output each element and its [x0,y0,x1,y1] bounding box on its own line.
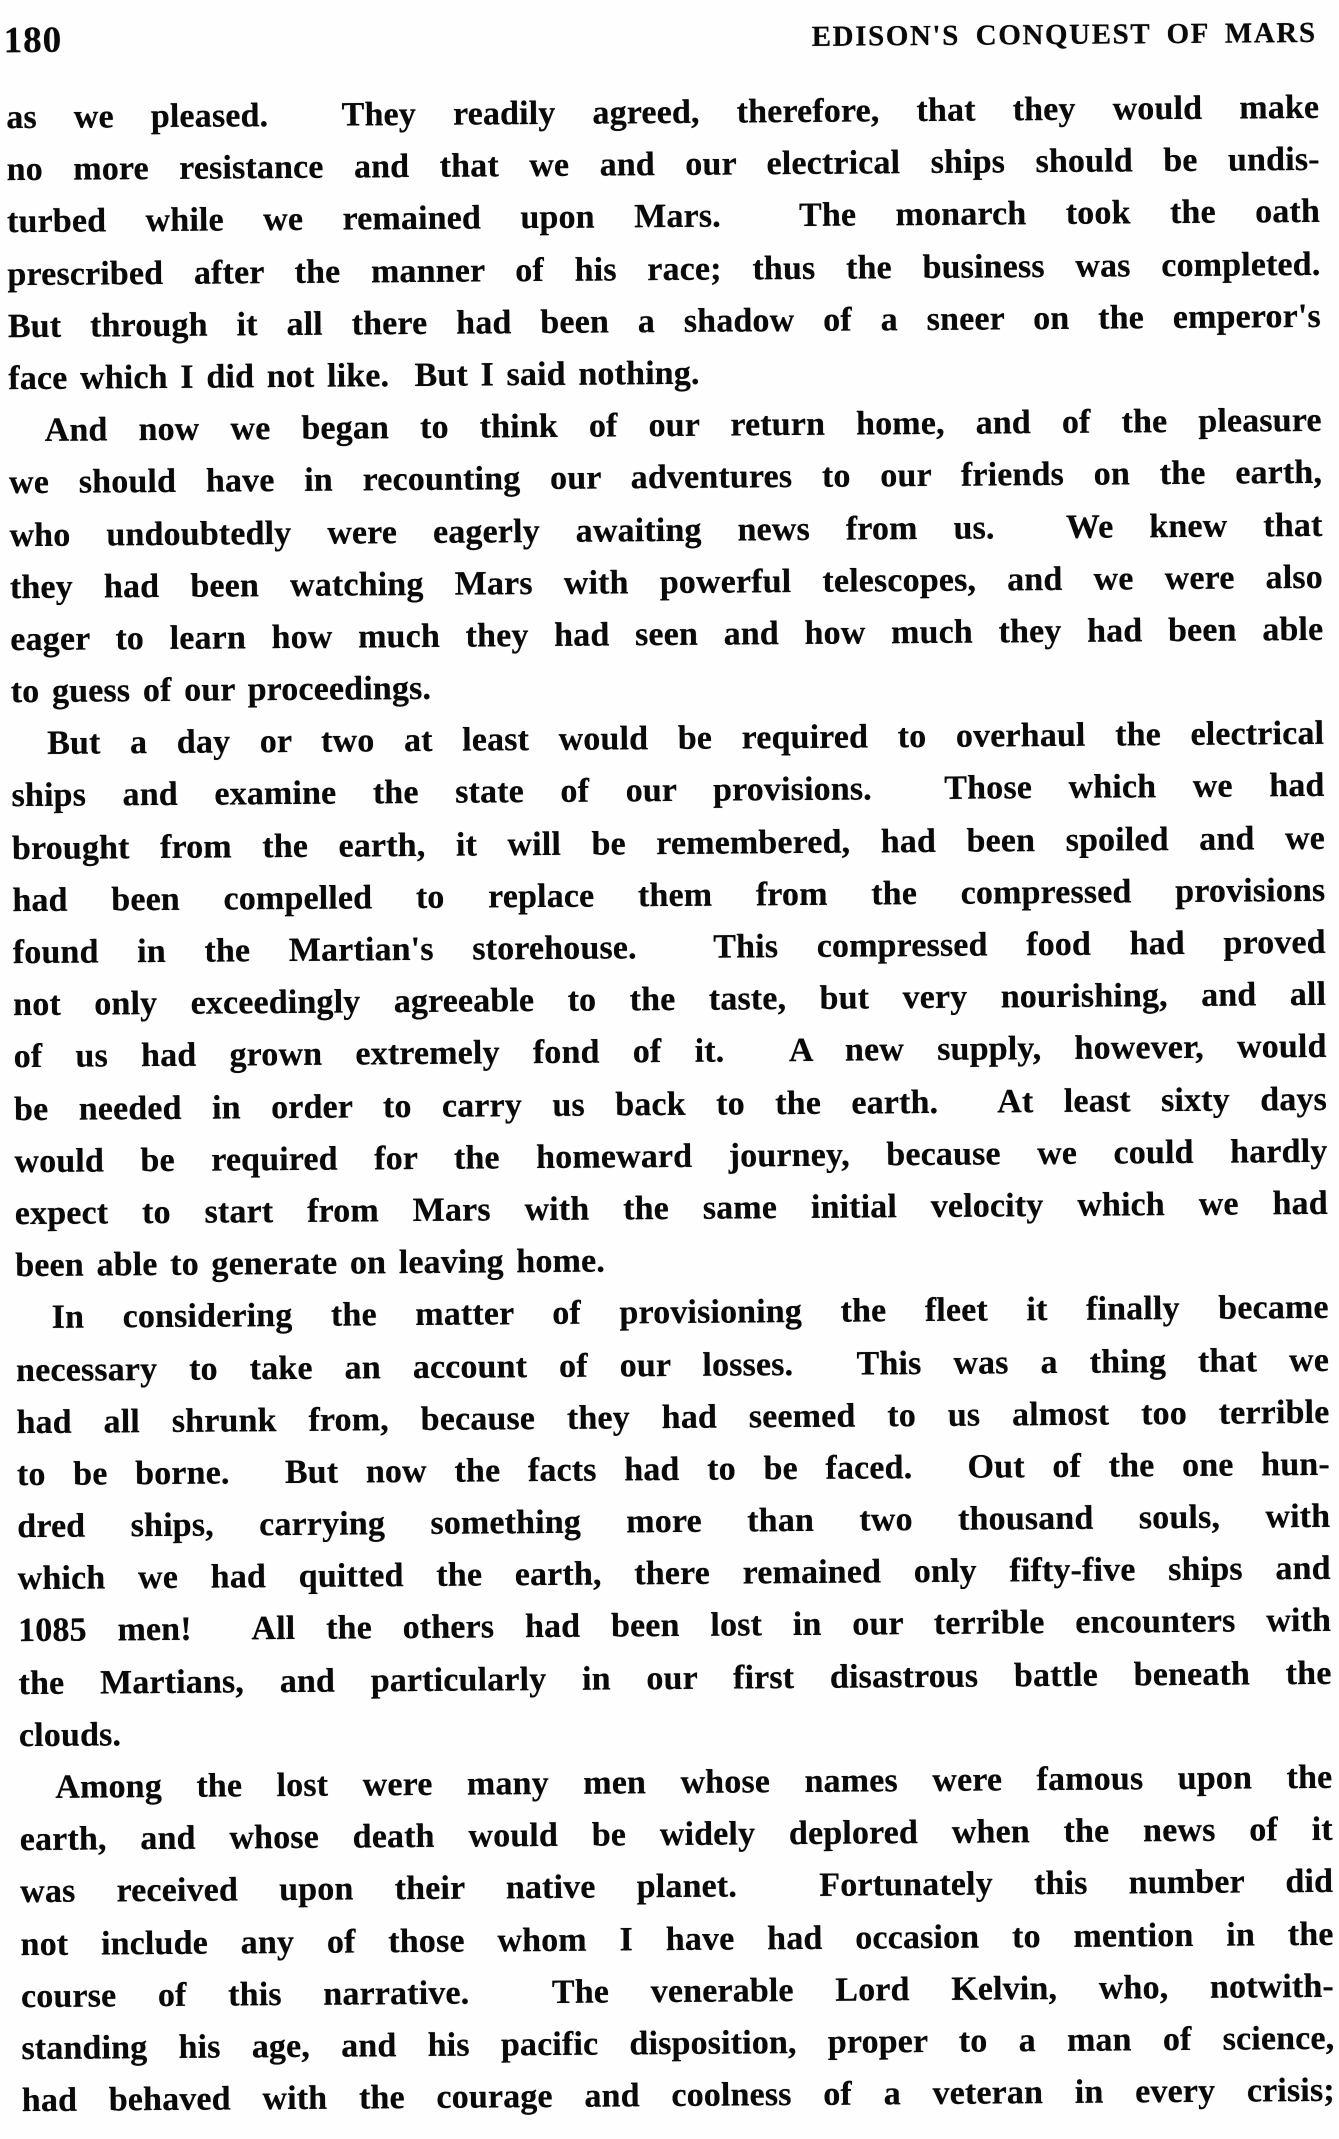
text-line: had been compelled to replace them from the compressed provisions [12,871,1326,919]
text-line: would be required for the homeward journey, because we could hardly [14,1132,1328,1180]
text-line: 1085 men! All the others had been lost in our terrible encounters with [17,1602,1332,1650]
text-line: of us had grown extremely fond of it. A new supply, however, would [13,1028,1327,1076]
text-line: as we pleased. They readily agreed, therefore, that they would make [6,88,1320,137]
text-line: no more resistance and that we and our electrical ships should be undis- [6,141,1320,189]
text-line: we should have in recounting our adventures to our friends on the earth, [8,454,1323,502]
text-line: ships and examine the state of our provisions. Those which we had [11,767,1325,815]
text-line: to be borne. But now the facts had to be faced. Out of the one hun- [16,1445,1330,1494]
text-line: face which I did not like. But I said nothing. [8,354,700,398]
page-header [0,0,1333,62]
page-number: 180 [3,19,63,62]
text-line: But a day or two at least would be required to overhaul the electrical [47,715,1325,763]
text-line: they had been watching Mars with powerful telescopes, and we were also [9,558,1324,606]
text-line: And now we began to think of our return home, and of the pleasure [44,401,1322,450]
text-line: not include any of those whom I have had occasion to mention in the [20,1915,1334,1963]
text-line: which we had quitted the earth, there remained only fifty-five ships and [17,1550,1331,1598]
text-line: expect to start from Mars with the same initial velocity which we had [14,1184,1328,1233]
text-line: be needed in order to carry us back to the earth. At least sixty days [13,1080,1328,1128]
text-line: found in the Martian's storehouse. This compressed food had proved [12,923,1326,972]
text-line: prescribed after the manner of his race; thus the business was completed. [7,245,1321,293]
text-line: Among the lost were many men whose names were famous upon the [55,1758,1333,1806]
text-line: had behaved with the courage and coolness of a veteran in every crisis; [21,2071,1335,2120]
text-line: turbed while we remained upon Mars. The monarch took the oath [6,193,1321,241]
text-line: But through it all there had been a shadow of a sneer on the emperor's [7,297,1321,345]
text-line: been able to generate on leaving home. [15,1242,606,1285]
text-line: necessary to take an account of our losses. This was a thing that we [15,1341,1330,1389]
text-line: to guess of our proceedings. [10,669,432,711]
text-line: standing his age, and his pacific disposition, proper to a man of science, [21,2019,1335,2068]
text-line: dred ships, carrying something more than two thousand souls, with [17,1497,1331,1546]
text-line: brought from the earth, it will be remembered, had been spoiled and we [11,819,1326,867]
text-line: who undoubtedly were eagerly awaiting news from us. We knew that [9,506,1323,554]
text-line: was received upon their native planet. Fortunately this number did [20,1863,1334,1911]
text-line: the Martians, and particularly in our first disastrous battle beneath the [18,1654,1332,1702]
body-text [6,82,1335,2128]
text-line: earth, and whose death would be widely deplored when the news of it [19,1811,1333,1859]
text-line: course of this narrative. The venerable Lord Kelvin, who, notwith- [20,1967,1335,2015]
text-line: had all shrunk from, because they had seemed to us almost too terrible [16,1393,1330,1441]
running-head: EDISON'S CONQUEST OF MARS [811,16,1317,53]
text-line: In considering the matter of provisioning the fleet it finally became [51,1289,1329,1337]
text-line: clouds. [18,1716,122,1754]
text-line: eager to learn how much they had seen and how much they had been able [10,610,1324,659]
text-line: not only exceedingly agreeable to the taste, but very nourishing, and all [13,976,1327,1024]
